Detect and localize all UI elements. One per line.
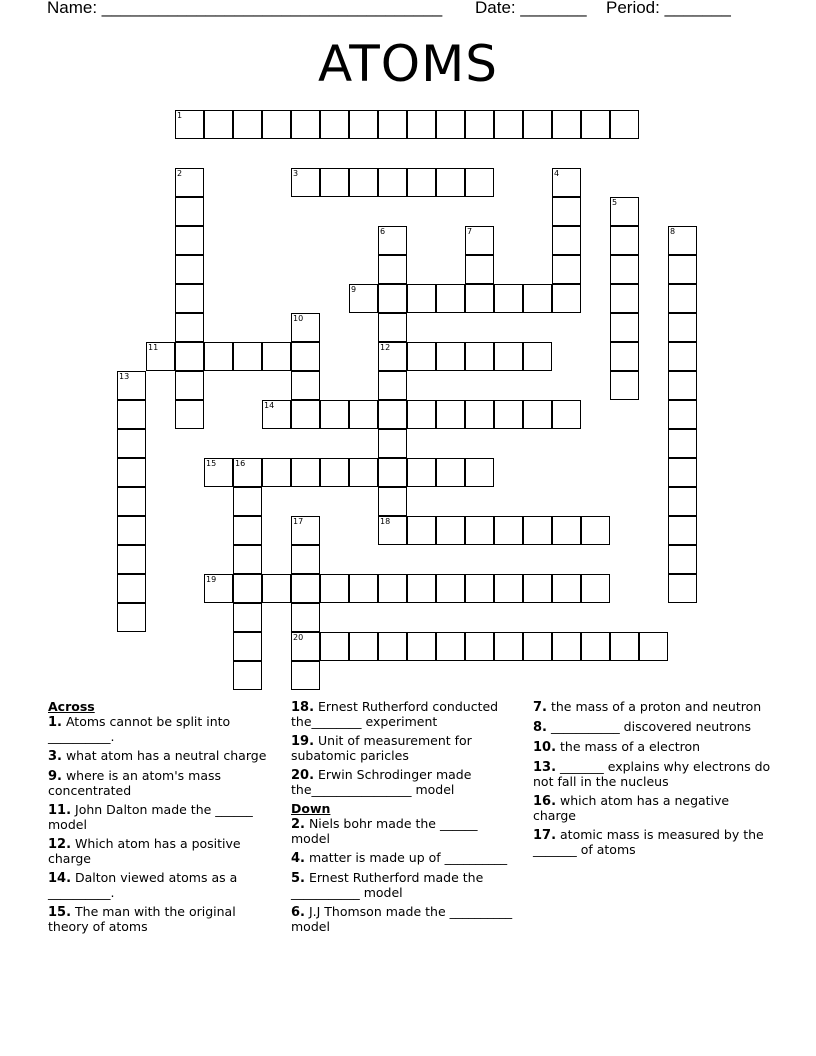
page-title: ATOMS: [317, 35, 499, 93]
grid-cell[interactable]: [436, 400, 465, 429]
grid-cell[interactable]: [668, 313, 697, 342]
grid-cell[interactable]: [378, 168, 407, 197]
grid-cell[interactable]: [552, 255, 581, 284]
clue-text: J.J Thomson made the __________ model: [291, 904, 513, 934]
grid-cell[interactable]: [117, 400, 146, 429]
grid-cell[interactable]: [465, 458, 494, 487]
grid-cell[interactable]: [610, 632, 639, 661]
grid-cell[interactable]: [610, 255, 639, 284]
grid-cell[interactable]: [552, 400, 581, 429]
grid-cell[interactable]: [349, 168, 378, 197]
grid-cell[interactable]: [233, 661, 262, 690]
grid-cell[interactable]: [175, 371, 204, 400]
grid-cell[interactable]: [668, 429, 697, 458]
clue-number-label: 14.: [48, 871, 72, 886]
clue-number-label: 11.: [48, 803, 72, 818]
grid-cell[interactable]: [407, 458, 436, 487]
clue-text: the mass of a proton and neutron: [546, 699, 762, 714]
clue-number: 4: [554, 169, 560, 178]
clue-text: Atoms cannot be split into __________.: [48, 714, 231, 744]
grid-cell[interactable]: [494, 342, 523, 371]
clue-across-15: [48, 905, 276, 934]
clue-across-1: [48, 715, 276, 744]
grid-cell[interactable]: [378, 574, 407, 603]
grid-cell[interactable]: [552, 110, 581, 139]
grid-cell[interactable]: [407, 342, 436, 371]
grid-cell[interactable]: [117, 429, 146, 458]
grid-cell[interactable]: [175, 284, 204, 313]
grid-cell[interactable]: [117, 545, 146, 574]
grid-cell[interactable]: [668, 284, 697, 313]
clue-text: which atom has a negative charge: [533, 793, 730, 823]
grid-cell[interactable]: [117, 487, 146, 516]
clue-text: The man with the original theory of atoms: [48, 904, 236, 934]
clue-down-13: [533, 760, 773, 789]
clue-number: 15: [206, 459, 217, 468]
clue-text: Ernest Rutherford made the ___________ model: [291, 870, 484, 900]
grid-cell[interactable]: [610, 197, 639, 226]
grid-cell[interactable]: [320, 110, 349, 139]
clue-text: where is an atom's mass concentrated: [48, 768, 222, 798]
clue-number: 19: [206, 575, 217, 584]
clue-number-label: 4.: [291, 851, 305, 866]
grid-cell[interactable]: [494, 110, 523, 139]
grid-cell[interactable]: [494, 284, 523, 313]
grid-cell[interactable]: [320, 574, 349, 603]
grid-cell[interactable]: [291, 400, 320, 429]
grid-cell[interactable]: [668, 226, 697, 255]
grid-cell[interactable]: [523, 342, 552, 371]
grid-cell[interactable]: [552, 197, 581, 226]
grid-cell[interactable]: [349, 284, 378, 313]
clue-number: 6: [380, 227, 386, 236]
clue-across-12: [48, 837, 276, 866]
grid-cell[interactable]: [378, 371, 407, 400]
grid-cell[interactable]: [262, 458, 291, 487]
clue-number: 20: [293, 633, 304, 642]
grid-cell[interactable]: [668, 574, 697, 603]
clue-number-label: 20.: [291, 768, 315, 783]
clue-number: 11: [148, 343, 159, 352]
grid-cell[interactable]: [668, 400, 697, 429]
grid-cell[interactable]: [233, 487, 262, 516]
clue-across-14: [48, 871, 276, 900]
grid-cell[interactable]: [465, 632, 494, 661]
grid-cell[interactable]: [465, 226, 494, 255]
clue-text: John Dalton made the ______ model: [48, 802, 253, 832]
grid-cell[interactable]: [175, 400, 204, 429]
grid-cell[interactable]: [407, 284, 436, 313]
grid-cell[interactable]: [378, 632, 407, 661]
grid-cell[interactable]: [668, 545, 697, 574]
clue-text: atomic mass is measured by the _______ of atoms: [533, 827, 764, 857]
grid-cell[interactable]: [233, 603, 262, 632]
grid-cell[interactable]: [552, 284, 581, 313]
grid-cell[interactable]: [610, 110, 639, 139]
clue-number-label: 6.: [291, 905, 305, 920]
clue-number-label: 12.: [48, 837, 72, 852]
clue-down-6: [291, 905, 519, 934]
clue-across-3: [48, 749, 276, 764]
grid-cell[interactable]: [465, 574, 494, 603]
grid-cell[interactable]: [117, 458, 146, 487]
clue-number: 5: [612, 198, 618, 207]
grid-cell[interactable]: [610, 342, 639, 371]
grid-cell[interactable]: [349, 458, 378, 487]
grid-cell[interactable]: [175, 168, 204, 197]
clue-text: Unit of measurement for subatomic paricles: [291, 733, 472, 763]
grid-cell[interactable]: [175, 110, 204, 139]
grid-cell[interactable]: [668, 458, 697, 487]
name-label: Name: ____________________________________: [47, 0, 443, 17]
grid-cell[interactable]: [494, 516, 523, 545]
grid-cell[interactable]: [291, 371, 320, 400]
grid-cell[interactable]: [175, 342, 204, 371]
clue-across-18: [291, 700, 519, 729]
grid-cell[interactable]: [262, 110, 291, 139]
clue-down-17: [533, 828, 773, 857]
grid-cell[interactable]: [117, 371, 146, 400]
grid-cell[interactable]: [204, 458, 233, 487]
period-label: Period: _______: [606, 0, 731, 17]
grid-cell[interactable]: [552, 516, 581, 545]
clue-across-9: [48, 769, 276, 798]
clue-text: Which atom has a positive charge: [48, 836, 241, 866]
clue-number-label: 10.: [533, 740, 557, 755]
grid-cell[interactable]: [262, 400, 291, 429]
grid-cell[interactable]: [262, 574, 291, 603]
date-label: Date: _______: [475, 0, 587, 17]
clue-text: Dalton viewed atoms as a __________.: [48, 870, 238, 900]
grid-cell[interactable]: [378, 400, 407, 429]
grid-cell[interactable]: [204, 342, 233, 371]
clue-number: 14: [264, 401, 275, 410]
grid-cell[interactable]: [233, 342, 262, 371]
grid-cell[interactable]: [233, 574, 262, 603]
grid-cell[interactable]: [117, 516, 146, 545]
grid-cell[interactable]: [436, 574, 465, 603]
grid-cell[interactable]: [117, 574, 146, 603]
grid-cell[interactable]: [407, 110, 436, 139]
grid-cell[interactable]: [436, 284, 465, 313]
grid-cell[interactable]: [523, 516, 552, 545]
grid-cell[interactable]: [291, 661, 320, 690]
clue-down-10: [533, 740, 773, 755]
clue-number: 10: [293, 314, 304, 323]
down-heading: Down: [291, 801, 331, 816]
grid-cell[interactable]: [320, 458, 349, 487]
grid-cell[interactable]: [378, 255, 407, 284]
clue-number: 2: [177, 169, 183, 178]
clue-number: 9: [351, 285, 357, 294]
clue-down-7: [533, 700, 773, 715]
grid-cell[interactable]: [291, 574, 320, 603]
grid-cell[interactable]: [552, 168, 581, 197]
clue-number: 12: [380, 343, 391, 352]
grid-cell[interactable]: [320, 168, 349, 197]
grid-cell[interactable]: [175, 226, 204, 255]
grid-cell[interactable]: [610, 284, 639, 313]
grid-cell[interactable]: [581, 632, 610, 661]
grid-cell[interactable]: [465, 168, 494, 197]
grid-cell[interactable]: [581, 516, 610, 545]
grid-cell[interactable]: [262, 342, 291, 371]
grid-cell[interactable]: [320, 632, 349, 661]
clue-number-label: 9.: [48, 769, 62, 784]
clue-text: _______ explains why electrons do not fall in the nucleus: [533, 759, 771, 789]
grid-cell[interactable]: [233, 632, 262, 661]
grid-cell[interactable]: [494, 574, 523, 603]
clue-number-label: 19.: [291, 734, 315, 749]
grid-cell[interactable]: [349, 400, 378, 429]
clues-column-1: [48, 700, 276, 939]
grid-cell[interactable]: [465, 255, 494, 284]
grid-cell[interactable]: [175, 255, 204, 284]
grid-cell[interactable]: [291, 342, 320, 371]
grid-cell[interactable]: [378, 429, 407, 458]
clue-number-label: 17.: [533, 828, 557, 843]
clue-down-8: [533, 720, 773, 735]
clue-number-label: 8.: [533, 720, 547, 735]
grid-cell[interactable]: [204, 574, 233, 603]
grid-cell[interactable]: [291, 603, 320, 632]
clue-number: 16: [235, 459, 246, 468]
clue-number: 13: [119, 372, 130, 381]
grid-cell[interactable]: [552, 226, 581, 255]
clue-text: what atom has a neutral charge: [61, 748, 267, 763]
clue-number-label: 2.: [291, 817, 305, 832]
grid-cell[interactable]: [610, 371, 639, 400]
clue-number-label: 15.: [48, 905, 72, 920]
grid-cell[interactable]: [494, 632, 523, 661]
grid-cell[interactable]: [117, 603, 146, 632]
grid-cell[interactable]: [407, 574, 436, 603]
clue-text: matter is made up of __________: [304, 850, 508, 865]
clue-down-16: [533, 794, 773, 823]
grid-cell[interactable]: [291, 458, 320, 487]
clue-down-2: [291, 817, 519, 846]
grid-cell[interactable]: [668, 255, 697, 284]
clue-text: ___________ discovered neutrons: [546, 719, 752, 734]
grid-cell[interactable]: [610, 313, 639, 342]
grid-cell[interactable]: [407, 400, 436, 429]
grid-cell[interactable]: [668, 371, 697, 400]
grid-cell[interactable]: [465, 110, 494, 139]
grid-cell[interactable]: [233, 545, 262, 574]
grid-cell[interactable]: [291, 313, 320, 342]
grid-cell[interactable]: [668, 487, 697, 516]
grid-cell[interactable]: [378, 516, 407, 545]
grid-cell[interactable]: [204, 110, 233, 139]
clue-number-label: 5.: [291, 871, 305, 886]
clue-across-11: [48, 803, 276, 832]
grid-cell[interactable]: [436, 168, 465, 197]
grid-cell[interactable]: [436, 632, 465, 661]
grid-cell[interactable]: [523, 284, 552, 313]
clue-number: 17: [293, 517, 304, 526]
grid-cell[interactable]: [378, 342, 407, 371]
grid-cell[interactable]: [581, 574, 610, 603]
grid-cell[interactable]: [407, 168, 436, 197]
grid-cell[interactable]: [291, 110, 320, 139]
clue-down-4: [291, 851, 519, 866]
grid-cell[interactable]: [291, 168, 320, 197]
clue-down-5: [291, 871, 519, 900]
grid-cell[interactable]: [407, 632, 436, 661]
grid-cell[interactable]: [378, 226, 407, 255]
grid-cell[interactable]: [523, 110, 552, 139]
grid-cell[interactable]: [378, 458, 407, 487]
grid-cell[interactable]: [523, 574, 552, 603]
grid-cell[interactable]: [320, 400, 349, 429]
grid-cell[interactable]: [378, 284, 407, 313]
clue-number: 18: [380, 517, 391, 526]
grid-cell[interactable]: [233, 516, 262, 545]
grid-cell[interactable]: [233, 458, 262, 487]
across-heading: Across: [48, 699, 95, 714]
clues-column-2: [291, 700, 519, 939]
clue-number: 1: [177, 111, 183, 120]
grid-cell[interactable]: [436, 458, 465, 487]
clue-across-20: [291, 768, 519, 797]
grid-cell[interactable]: [291, 632, 320, 661]
grid-cell[interactable]: [552, 574, 581, 603]
grid-cell[interactable]: [436, 342, 465, 371]
clue-number-label: 13.: [533, 760, 557, 775]
clue-text: the mass of a electron: [556, 739, 701, 754]
grid-cell[interactable]: [494, 400, 523, 429]
clue-number-label: 16.: [533, 794, 557, 809]
grid-cell[interactable]: [349, 574, 378, 603]
grid-cell[interactable]: [668, 342, 697, 371]
grid-cell[interactable]: [378, 110, 407, 139]
clue-text: Ernest Rutherford conducted the________ experiment: [291, 699, 499, 729]
clue-number-label: 18.: [291, 700, 315, 715]
grid-cell[interactable]: [668, 516, 697, 545]
grid-cell[interactable]: [552, 632, 581, 661]
grid-cell[interactable]: [378, 313, 407, 342]
clue-number: 3: [293, 169, 299, 178]
grid-cell[interactable]: [523, 632, 552, 661]
grid-cell[interactable]: [436, 110, 465, 139]
grid-cell[interactable]: [233, 110, 262, 139]
grid-cell[interactable]: [291, 545, 320, 574]
grid-cell[interactable]: [407, 516, 436, 545]
grid-cell[interactable]: [639, 632, 668, 661]
grid-cell[interactable]: [349, 110, 378, 139]
grid-cell[interactable]: [523, 400, 552, 429]
grid-cell[interactable]: [581, 110, 610, 139]
grid-cell[interactable]: [146, 342, 175, 371]
grid-cell[interactable]: [175, 197, 204, 226]
grid-cell[interactable]: [349, 632, 378, 661]
clue-number: 7: [467, 227, 473, 236]
clue-across-19: [291, 734, 519, 763]
grid-cell[interactable]: [436, 516, 465, 545]
grid-cell[interactable]: [465, 400, 494, 429]
grid-cell[interactable]: [378, 487, 407, 516]
grid-cell[interactable]: [465, 516, 494, 545]
clue-number-label: 7.: [533, 700, 547, 715]
grid-cell[interactable]: [465, 284, 494, 313]
grid-cell[interactable]: [175, 313, 204, 342]
clue-text: Niels bohr made the ______ model: [291, 816, 478, 846]
grid-cell[interactable]: [291, 516, 320, 545]
clue-number-label: 1.: [48, 715, 62, 730]
grid-cell[interactable]: [610, 226, 639, 255]
clue-number-label: 3.: [48, 749, 62, 764]
clues-column-3: [533, 700, 773, 862]
grid-cell[interactable]: [465, 342, 494, 371]
clue-number: 8: [670, 227, 676, 236]
clue-text: Erwin Schrodinger made the________________ model: [291, 767, 472, 797]
